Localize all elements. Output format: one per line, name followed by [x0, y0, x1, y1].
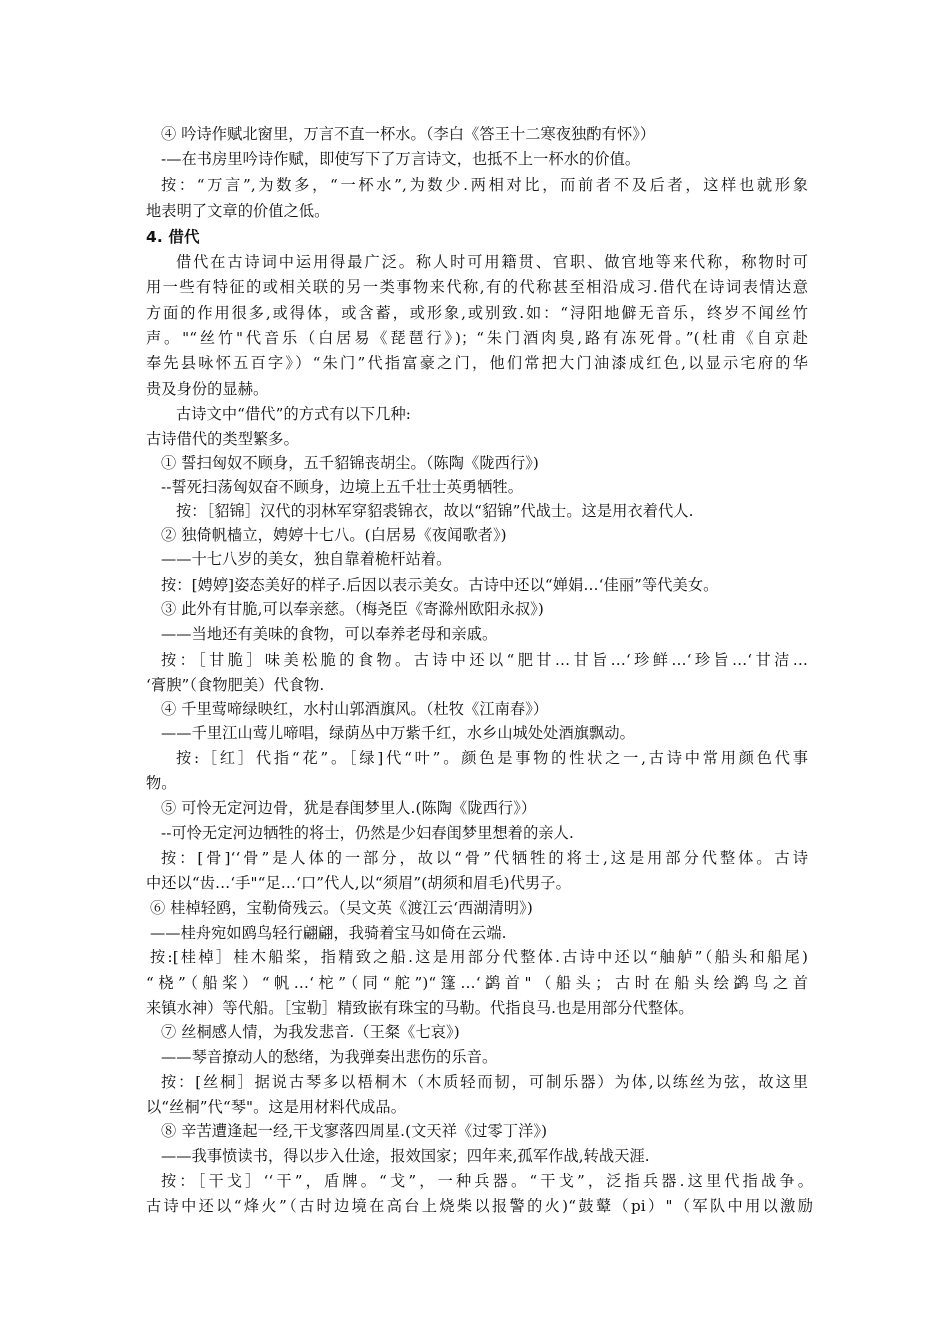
paragraph-line: 奉先县咏怀五百字》）“朱门”代指富豪之门，他们常把大门油漆成红色,以显示宅府的华: [146, 354, 808, 372]
note-line: 按：[丝桐］据说古琴多以梧桐木（木质轻而韧，可制乐器）为体,以练丝为弦，故这里: [161, 1073, 808, 1091]
translation-line: -—在书房里吟诗作赋，即使写下了万言诗文，也抵不上一杯水的价值。: [161, 150, 641, 168]
note-line: 来镇水神）等代船。［宝勒］精致嵌有珠宝的马勒。代指良马.也是用部分代整体。: [146, 999, 694, 1017]
paragraph-line: 声。"“丝竹"代音乐（白居易《琵琶行》)；“朱门酒肉臭,路有冻死骨。”(杜甫《自京赴: [146, 329, 808, 347]
paragraph-line: 借代在古诗词中运用得最广泛。称人时可用籍贯、官职、做官地等来代称，称物时可: [176, 253, 808, 271]
example-line: ⑦ 丝桐感人情，为我发悲音.（王粲《七哀》): [161, 1023, 460, 1041]
translation-line: ——千里江山莺儿啼唱，绿荫丛中万紫千红，水乡山城处处酒旗飘动。: [161, 724, 635, 742]
paragraph-line: 古诗借代的类型繁多。: [146, 430, 299, 448]
note-line: 按：“万言”,为数多，“一杯水”,为数少.两相对比，而前者不及后者，这样也就形象: [161, 176, 808, 194]
example-line: ② 独倚帆樯立，娉婷十七八。(白居易《夜闻歌者》): [161, 526, 507, 544]
paragraph-line: 用一些有特征的或相关联的另一类事物来代称,有的代称甚至相沿成习.借代在诗词表情达意: [146, 278, 808, 296]
translation-line: ——桂舟宛如鸥鸟轻行翩翩，我骑着宝马如倚在云端.: [150, 924, 507, 942]
example-line: ⑧ 辛苦遭逢起一经,干戈寥落四周星.(文天祥《过零丁洋》): [161, 1122, 548, 1140]
section-heading: 4. 借代: [146, 228, 200, 246]
translation-line: --可怜无定河边牺牲的将士，仍然是少妇春闺梦里想着的亲人.: [161, 824, 574, 842]
note-line: “桡”（船桨）“帆…‘柁”（同“舵”)“篷…‘鹢首"（船头；古时在船头绘鹢鸟之首: [146, 974, 808, 992]
example-line: ④ 千里莺啼绿映红，水村山郭酒旗风。（杜牧《江南春》）: [161, 700, 549, 718]
example-line: ① 誓扫匈奴不顾身，五千貂锦丧胡尘。（陈陶《陇西行》): [161, 454, 539, 472]
note-line: 以“丝桐”代“琴"。这是用材料代成品。: [146, 1098, 406, 1116]
example-line: ⑥ 桂棹轻鸥，宝勒倚残云。（吴文英《渡江云‘西湖清明》): [150, 899, 533, 917]
note-line: 按:［红］代指“花”。［绿]代“叶”。颜色是事物的性状之一,古诗中常用颜色代事: [176, 749, 808, 767]
note-line: 按：［貂锦］汉代的羽林军穿貂裘锦衣，故以“貂锦”代战士。这是用衣着代人.: [176, 502, 694, 520]
translation-line: --誓死扫荡匈奴奋不顾身，边境上五千壮士英勇牺牲。: [161, 478, 524, 496]
note-line: 地表明了文章的价值之低。: [146, 202, 330, 220]
paragraph-line: 贵及身份的显赫。: [146, 380, 269, 398]
translation-line: ——琴音撩动人的愁绪，为我弹奏出悲伤的乐音。: [161, 1048, 498, 1066]
note-line: 按：[骨]‘‘骨”是人体的一部分，故以“骨”代牺牲的将士,这是用部分代整体。古诗: [161, 849, 808, 867]
example-line: ⑤ 可怜无定河边骨，犹是春闺梦里人.(陈陶《陇西行》）: [161, 799, 537, 817]
paragraph-line: 方面的作用很多,或得体，或含蓄，或形象,或别致.如：“浔阳地僻无音乐，终岁不闻丝竹: [146, 304, 808, 322]
paragraph-line: 古诗文中“借代”的方式有以下几种:: [176, 405, 411, 423]
translation-line: ——当地还有美味的食物，可以奉养老母和亲戚。: [161, 625, 498, 643]
note-line: 中还以“齿…‘手"“足…‘口”代人,以“须眉”(胡须和眉毛)代男子。: [146, 874, 571, 892]
note-line: 按：［干戈］‘‘干”，盾牌。“戈”，一种兵器。“干戈”，泛指兵器.这里代指战争。: [161, 1172, 813, 1190]
translation-line: ——我事愤读书，得以步入仕途，报效国家；四年来,孤军作战,转战天涯.: [161, 1147, 650, 1165]
example-line: ④ 吟诗作赋北窗里，万言不直一杯水。（李白《答王十二寒夜独酌有怀》）: [161, 125, 656, 143]
example-line: ③ 此外有甘脆,可以奉亲慈。（梅尧臣《寄滁州欧阳永叔》): [161, 600, 544, 618]
note-line: 按:[桂棹］桂木船桨，指精致之船.这是用部分代整体.古诗中还以“舳舻”（船头和船尾): [150, 948, 808, 966]
note-line: 物。: [146, 774, 177, 792]
note-line: 按：［甘脆］味美松脆的食物。古诗中还以“肥甘…甘旨…‘珍鲜…‘珍旨…‘甘洁…: [161, 651, 808, 669]
translation-line: ——十七八岁的美女，独自靠着桅杆站着。: [161, 550, 452, 568]
note-line: 古诗中还以“烽火”（古时边境在高台上烧柴以报警的火)“鼓鼙（pi）"（军队中用以激励: [146, 1197, 813, 1215]
note-line: ‘膏腴”（食物肥美）代食物.: [146, 676, 325, 694]
note-line: 按：[娉婷]姿态美好的样子.后因以表示美女。古诗中还以“婵娟…‘佳丽”等代美女。: [161, 576, 719, 594]
